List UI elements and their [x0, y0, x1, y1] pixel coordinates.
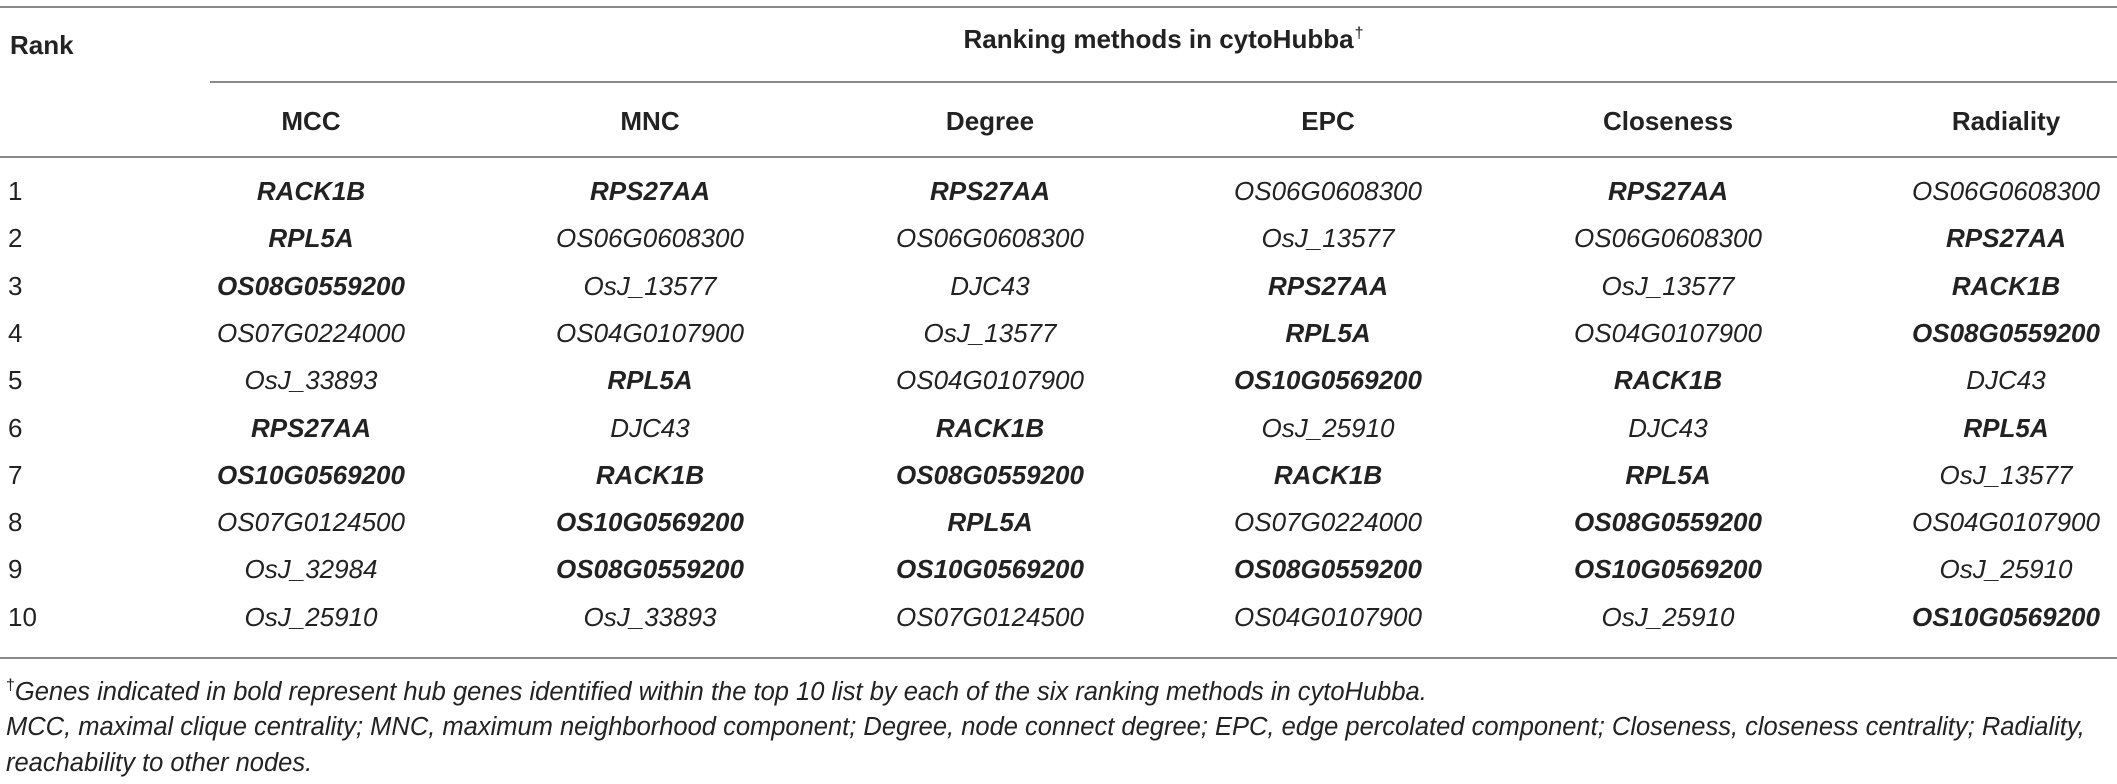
gene-cell: OS08G0559200: [1912, 317, 2100, 348]
gene-cell: OS10G0569200: [1574, 554, 1762, 585]
gene-cell: RPL5A: [1285, 317, 1371, 348]
gene-cell: RACK1B: [256, 176, 366, 206]
gene-cell: DJC43: [950, 270, 1030, 301]
rank-cell: 4: [8, 317, 23, 348]
footnote-mark: †: [6, 677, 15, 694]
gene-cell: OS06G0608300: [1234, 176, 1422, 206]
gene-cell: OS08G0559200: [896, 459, 1084, 490]
gene-cell: RPL5A: [268, 223, 354, 254]
column-header-closeness: Closeness: [1602, 106, 1734, 136]
gene-cell: RPL5A: [1963, 412, 2049, 443]
rank-cell: 6: [8, 412, 23, 443]
gene-cell: OsJ_25910: [1601, 601, 1735, 632]
gene-cell: OsJ_25910: [244, 601, 378, 632]
gene-cell: OS04G0107900: [1912, 507, 2100, 538]
gene-cell: OS07G0224000: [1234, 507, 1422, 538]
footnote-1-text: Genes indicated in bold represent hub genes identified within the top 10 list by each of the six ranking methods in cytoHubba.: [14, 678, 1427, 706]
gene-cell: OsJ_13577: [923, 317, 1057, 348]
rank-cell: 8: [8, 507, 23, 538]
group-header-rule: [210, 81, 2117, 83]
group-header-text: Ranking methods in cytoHubba: [963, 24, 1354, 54]
rank-cell: 9: [8, 554, 23, 585]
footnote-1: [6, 668, 2110, 710]
gene-cell: RPS27AA: [1268, 270, 1388, 301]
gene-cell: DJC43: [610, 412, 690, 443]
gene-cell: RPS27AA: [590, 176, 710, 206]
gene-cell: OS06G0608300: [1912, 176, 2100, 206]
gene-cell: OS10G0569200: [896, 554, 1084, 585]
gene-cell: RPS27AA: [251, 412, 371, 443]
column-header-epc: EPC: [1301, 106, 1355, 136]
gene-cell: OS06G0608300: [896, 223, 1084, 254]
rank-cell: 1: [8, 176, 23, 206]
gene-cell: OsJ_32984: [244, 554, 378, 585]
gene-cell: OsJ_33893: [244, 365, 378, 396]
gene-cell: OsJ_13577: [1939, 459, 2073, 490]
gene-cell: OS08G0559200: [556, 554, 744, 585]
gene-cell: OS10G0569200: [217, 459, 405, 490]
gene-cell: OsJ_13577: [1261, 223, 1395, 254]
gene-cell: RPL5A: [1625, 459, 1711, 490]
gene-cell: OsJ_25910: [1261, 412, 1395, 443]
top-rule: [0, 6, 2117, 8]
gene-cell: RPL5A: [607, 365, 693, 396]
gene-cell: DJC43: [1628, 412, 1708, 443]
gene-cell: OsJ_33893: [583, 601, 717, 632]
group-header-mark: †: [1354, 25, 1364, 42]
gene-cell: RACK1B: [1951, 270, 2061, 301]
gene-cell: OsJ_13577: [1601, 270, 1735, 301]
footnote-2: MCC, maximal clique centrality; MNC, maximum neighborhood component; Degree, node connect degree; EPC, edge percolated component; Closeness, closeness centrality; Radiality, reachability to other nodes.: [6, 713, 2085, 777]
table-bottom-rule: [0, 657, 2117, 659]
gene-cell: RACK1B: [1613, 365, 1723, 396]
gene-cell: RACK1B: [935, 412, 1045, 443]
column-header-degree: Degree: [945, 106, 1035, 136]
gene-cell: OS06G0608300: [1574, 223, 1762, 254]
rank-header: Rank: [10, 30, 74, 60]
gene-cell: RACK1B: [1273, 459, 1383, 490]
gene-cell: OS07G0124500: [217, 507, 405, 538]
gene-cell: OS08G0559200: [1574, 507, 1762, 538]
gene-cell: OS07G0124500: [896, 601, 1084, 632]
gene-cell: OsJ_13577: [583, 270, 717, 301]
gene-cell: OS08G0559200: [1234, 554, 1422, 585]
column-header-mcc: MCC: [281, 106, 341, 136]
gene-cell: OS10G0569200: [1234, 365, 1422, 396]
rank-cell: 3: [8, 270, 23, 301]
column-header-mnc: MNC: [620, 106, 680, 136]
rank-cell: 7: [8, 459, 23, 490]
gene-cell: OS07G0224000: [217, 317, 405, 348]
gene-cell: RPS27AA: [1946, 223, 2066, 254]
gene-cell: OS04G0107900: [556, 317, 744, 348]
gene-cell: OS04G0107900: [1574, 317, 1762, 348]
gene-cell: RPL5A: [947, 507, 1033, 538]
rank-cell: 2: [8, 223, 23, 254]
gene-cell: OS10G0569200: [1912, 601, 2100, 632]
rank-cell: 5: [8, 365, 23, 396]
rank-cell: 10: [8, 601, 37, 632]
gene-cell: OS04G0107900: [896, 365, 1084, 396]
gene-cell: OsJ_25910: [1939, 554, 2073, 585]
gene-cell: RPS27AA: [930, 176, 1050, 206]
column-header-rule: [0, 156, 2117, 158]
gene-cell: OS08G0559200: [217, 270, 405, 301]
gene-cell: OS10G0569200: [556, 507, 744, 538]
gene-cell: OS06G0608300: [556, 223, 744, 254]
gene-cell: RPS27AA: [1608, 176, 1728, 206]
column-header-radiality: Radiality: [1951, 106, 2061, 136]
gene-cell: DJC43: [1966, 365, 2046, 396]
group-header: [210, 24, 2117, 55]
gene-cell: RACK1B: [595, 459, 705, 490]
gene-cell: OS04G0107900: [1234, 601, 1422, 632]
